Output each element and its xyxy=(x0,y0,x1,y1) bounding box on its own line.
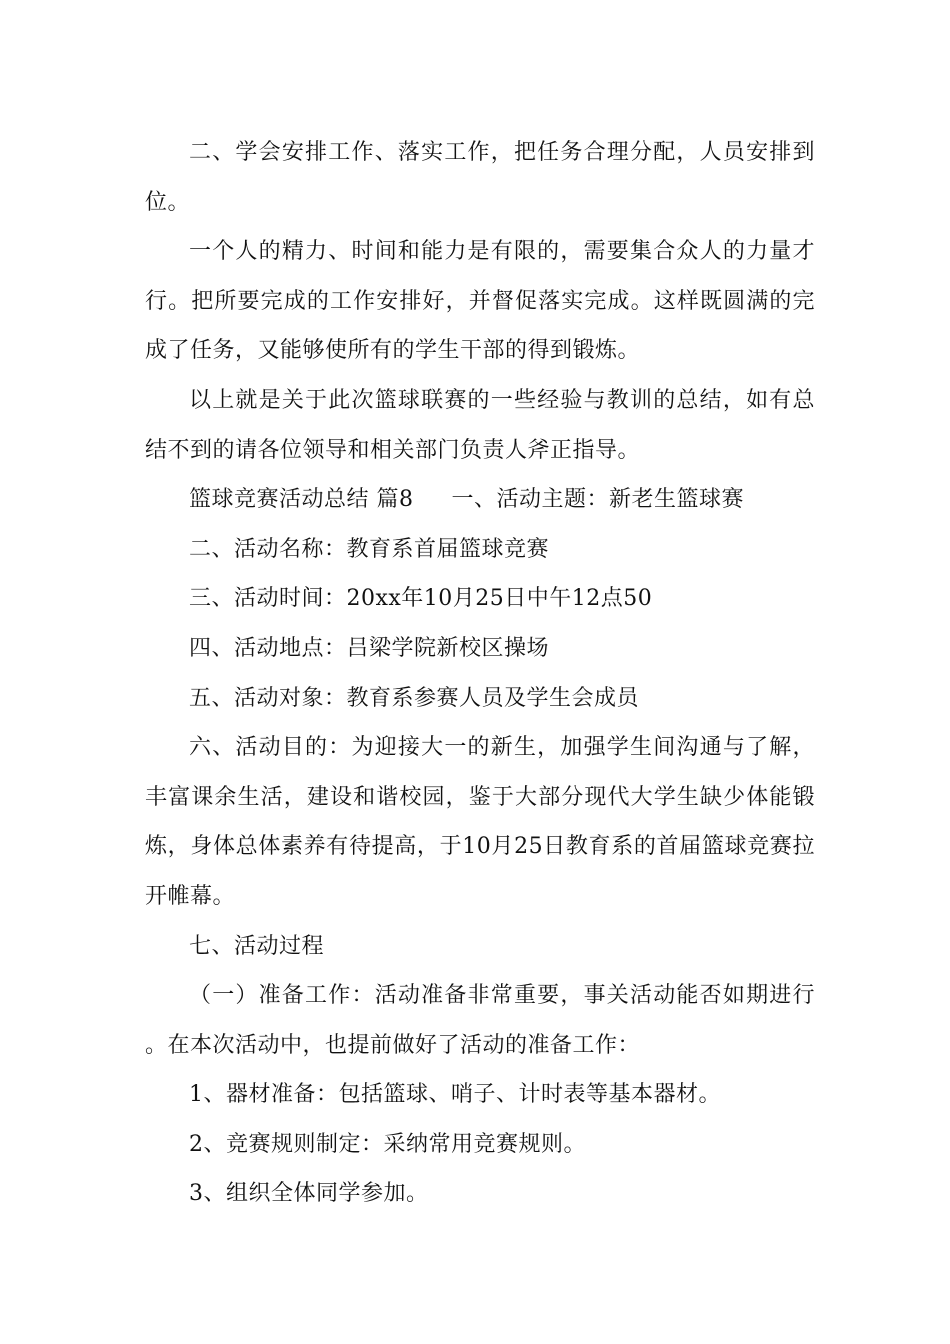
paragraph-conclusion: 以上就是关于此次篮球联赛的一些经验与教训的总结，如有总结不到的请各位领导和相关部门负责人斧正指导。 xyxy=(145,387,815,463)
preparation-work: （一）准备工作：活动准备非常重要，事关活动能否如期进行。在本次活动中，也提前做好了活动的准备工作： xyxy=(145,983,815,1058)
paragraph-arrange-work: 二、学会安排工作、落实工作，把任务合理分配，人员安排到位。 xyxy=(145,140,815,215)
section-heading-line xyxy=(145,475,815,525)
document-body xyxy=(145,128,815,1219)
list-item-organize: 3、组织全体同学参加。 xyxy=(189,1181,429,1207)
activity-process-heading: 七、活动过程 xyxy=(189,933,325,959)
activity-time: 三、活动时间：20xx年10月25日中午12点50 xyxy=(189,586,653,612)
activity-name: 二、活动名称：教育系首届篮球竞赛 xyxy=(189,536,550,562)
activity-location: 四、活动地点：吕梁学院新校区操场 xyxy=(189,635,550,661)
section-title: 篮球竞赛活动总结 篇8 xyxy=(189,487,414,513)
list-item-equipment: 1、器材准备：包括篮球、哨子、计时表等基本器材。 xyxy=(189,1082,721,1108)
activity-purpose: 六、活动目的：为迎接大一的新生，加强学生间沟通与了解，丰富课余生活，建设和谐校园，鉴于大部分现代大学生缺少体能锻炼，身体总体素养有待提高，于10月25日教育系的首届篮球竞赛拉开帷幕。 xyxy=(145,735,815,909)
activity-participants: 五、活动对象：教育系参赛人员及学生会成员 xyxy=(189,685,640,711)
activity-theme: 一、活动主题：新老生篮球赛 xyxy=(451,487,745,513)
paragraph-limited-energy: 一个人的精力、时间和能力是有限的，需要集合众人的力量才行。把所要完成的工作安排好，并督促落实完成。这样既圆满的完成了任务，又能够使所有的学生干部的得到锻炼。 xyxy=(145,239,815,364)
list-item-rules: 2、竞赛规则制定：采纳常用竞赛规则。 xyxy=(189,1131,586,1157)
